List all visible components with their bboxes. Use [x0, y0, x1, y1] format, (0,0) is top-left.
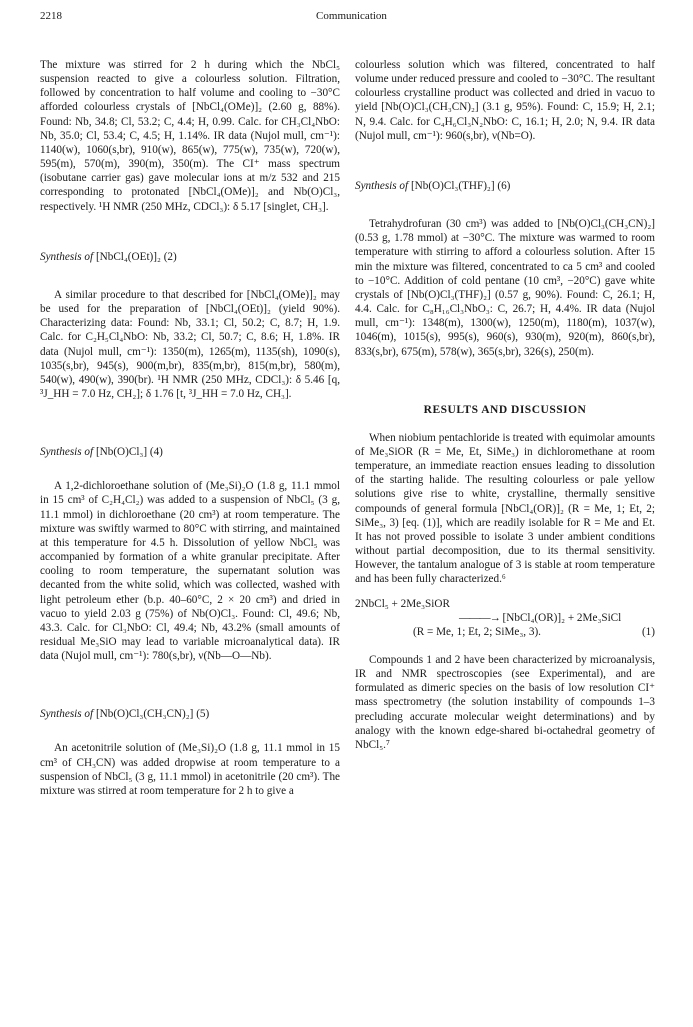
heading-synthesis-2-prefix: Synthesis of — [40, 250, 96, 263]
paragraph-results-1: When niobium pentachloride is treated with equimolar amounts of Me₃SiOR (R = Me, Et, SiMe₃) in dichloromethane at room temperature, an immediate reaction ensues leading to dissolution of the starting halide. The resulting colourless or pale yellow solutions give rise to white, crystalline, thermally sensitive compounds of general formula [NbCl₄(OR)]₂ (R = Me, 1; Et, 2; SiMe₃, 3) [eq. (1)], which are readily isolable for R = Me and Et. It has not proved possible to isolate 3 under ambient conditions without partial decomposition, due to its thermal sensitivity. However, the tantalum analogue of 3 is stable at room temperature and has been fully characterized.⁶ — [355, 431, 655, 586]
section-title-results: RESULTS AND DISCUSSION — [423, 403, 587, 416]
equation-reactants: 2NbCl₅ + 2Me₃SiOR — [355, 597, 450, 610]
equation-products: [NbCl₄(OR)]₂ + 2Me₃SiCl — [502, 611, 622, 624]
equation-conditions-line — [355, 625, 655, 639]
paragraph-synthesis-5: An acetonitrile solution of (Me₃Si)₂O (1.8 g, 11.1 mmol in 15 cm³ of CH₃CN) was added dropwise at room temperature to a suspension of NbCl₅ (3 g, 11.1 mmol) in acetonitrile (20 cm³). The mixture was stirred at room temperature for 2 h to give a — [40, 742, 340, 797]
paragraph-synthesis-1-continued: The mixture was stirred for 2 h during which the NbCl₅ suspension reacted to give a colourless solution. Filtration, followed by concentration to half volume and cooling to −30°C afforded colourless crystals of [NbCl₄(OMe)]₂ (2.60 g, 88%). Found: Nb, 34.8; Cl, 53.2; C, 4.4; H, 0.99. Calc. for CH₃Cl₄NbO: Nb, 35.0; Cl, 53.4; C, 4.5; H, 1.14%. IR data (Nujol mull, cm⁻¹): 1140(w), 1060(s,br), 910(w), 865(w), 775(w), 735(w), 720(w), 595(m), 570(m), 390(m), 350(m). The CI⁺ mass spectrum (isobutane carrier gas) gave molecular ions at m/z 532 and 215 corresponding to protonated [NbCl₄(OMe)]₂ and Nb(O)Cl₃, respectively. ¹H NMR (250 MHz, CDCl₃): δ 5.17 [singlet, CH₃]. — [40, 59, 340, 213]
equation-conditions: (R = Me, 1; Et, 2; SiMe₃, 3). — [413, 625, 541, 638]
heading-synthesis-4 — [40, 445, 340, 459]
heading-synthesis-5-formula: [Nb(O)Cl₃(CH₃CN)₂] (5) — [95, 708, 210, 721]
paragraph-synthesis-6: Tetrahydrofuran (30 cm³) was added to [Nb(O)Cl₃(CH₃CN)₂] (0.53 g, 1.78 mmol) at −30°C. The mixture was warmed to room temperature with stirring to afford a colourless solution. After 15 min the mixture was filtered, concentrated to ca 5 cm³ and cooled to −10°C. Addition of cold pentane (10 cm³, −20°C) gave white crystals of [Nb(O)Cl₃(THF)₂] (0.57 g, 90%). Found: C, 26.1; H, 4.4. Calc. for C₈H₁₆Cl₃NbO₃: C, 26.7; H, 4.4%. IR data (Nujol mull, cm⁻¹): 1348(m), 1300(w), 1250(m), 1180(m), 1037(w), 1046(m), 1015(s), 995(s), 960(s), 930(m), 920(m), 860(s,br), 833(s,br), 675(m), 578(w), 365(s,br), 326(s), 250(m). — [355, 218, 655, 358]
paragraph-synthesis-4: A 1,2-dichloroethane solution of (Me₃Si)₂O (1.8 g, 11.1 mmol in 15 cm³ of C₂H₄Cl₂) was added to a suspension of NbCl₅ (3 g, 11.1 mmol) in dichloroethane (20 cm³) at room temperature. The mixture was swiftly warmed to 80°C with stirring, and maintained at this temperature for 4.5 h. Dissolution of yellow NbCl₅ was accompanied by formation of a white granular precipitate. After cooling to room temperature, the supernatant solution was decanted from the white solid, which was collected, washed with light petroleum ether (b.p. 40–60°C, 2 × 20 cm³) and dried in vacuo to yield 2.03 g (75%) of Nb(O)Cl₃. Found: Cl, 49.6; Nb, 43.3. Calc. for Cl₃NbO: Cl, 49.4; Nb, 43.2% (small amounts of residual Me₃SiO may lead to variable microanalytical data). IR data (Nujol mull, cm⁻¹): 780(s,br), ν(Nb—O—Nb). — [40, 480, 340, 663]
paragraph-synthesis-2: A similar procedure to that described for [NbCl₄(OMe)]₂ may be used for the preparation of [NbCl₄(OEt)]₂ (yield 90%). Characterizing data: Found: Nb, 33.1; Cl, 50.2; C, 8.7; H, 1.9. Calc. for C₂H₅Cl₄NbO: Nb, 33.2; Cl, 50.7; C, 8.6; H, 1.8%. IR data (Nujol mull, cm⁻¹): 1350(m), 1265(m), 1135(sh), 1090(s), 1035(s,br), 945(s), 900(m,br), 835(m,br), 815(m,br), 580(m), 540(w), 490(w), 390(br). ¹H NMR (250 MHz, CDCl₃): δ 5.46 [q, ³J_HH = 7.0 Hz, CH₂]; δ 1.76 [t, ³J_HH = 7.0 Hz, CH₃]. — [40, 288, 340, 400]
heading-synthesis-6-prefix: Synthesis of — [355, 179, 411, 192]
page-number: 2218 — [40, 10, 62, 22]
heading-synthesis-6-formula: [Nb(O)Cl₃(THF)₂] (6) — [410, 179, 511, 192]
paragraph-synthesis-5-continued: colourless solution which was filtered, concentrated to half volume under reduced pressure and cooled to −30°C. The resultant colourless crystalline product was collected and dried in vacuo to yield [Nb(O)Cl₃(CH₃CN)₂] (3.1 g, 95%). Found: C, 15.9; H, 2.1; N, 9.4. Calc. for C₄H₆Cl₃N₂NbO: C, 16.1; H, 2.0; N, 9.4. IR data (Nujol mull, cm⁻¹): 960(s,br), ν(Nb=O). — [355, 59, 655, 142]
heading-synthesis-2 — [40, 250, 340, 264]
equation-1 — [355, 597, 655, 639]
heading-synthesis-5 — [40, 707, 340, 721]
equation-products-line — [355, 611, 655, 625]
heading-synthesis-5-prefix: Synthesis of — [40, 708, 96, 721]
heading-synthesis-2-formula: [NbCl₄(OEt)]₂ (2) — [95, 250, 177, 263]
heading-synthesis-6 — [355, 179, 655, 193]
heading-synthesis-4-formula: [Nb(O)Cl₃] (4) — [95, 446, 163, 459]
heading-synthesis-4-prefix: Synthesis of — [40, 446, 96, 459]
left-column — [40, 58, 340, 798]
paragraph-results-2: Compounds 1 and 2 have been characterized by microanalysis, IR and NMR spectroscopies (see Experimental), and are formulated as dimeric species on the basis of low resolution CI⁺ mass spectrometry (the solution instability of compounds 1–3 precluding accurate molecular weight determinations) and by analogy with the known edge-shared bi-octahedral geometry of NbCl₅.⁷ — [355, 654, 655, 751]
running-head — [40, 10, 663, 28]
reaction-arrow: ———→ — [459, 611, 500, 624]
right-column — [355, 58, 655, 752]
equation-number: (1) — [641, 625, 655, 638]
running-title: Communication — [316, 10, 387, 22]
